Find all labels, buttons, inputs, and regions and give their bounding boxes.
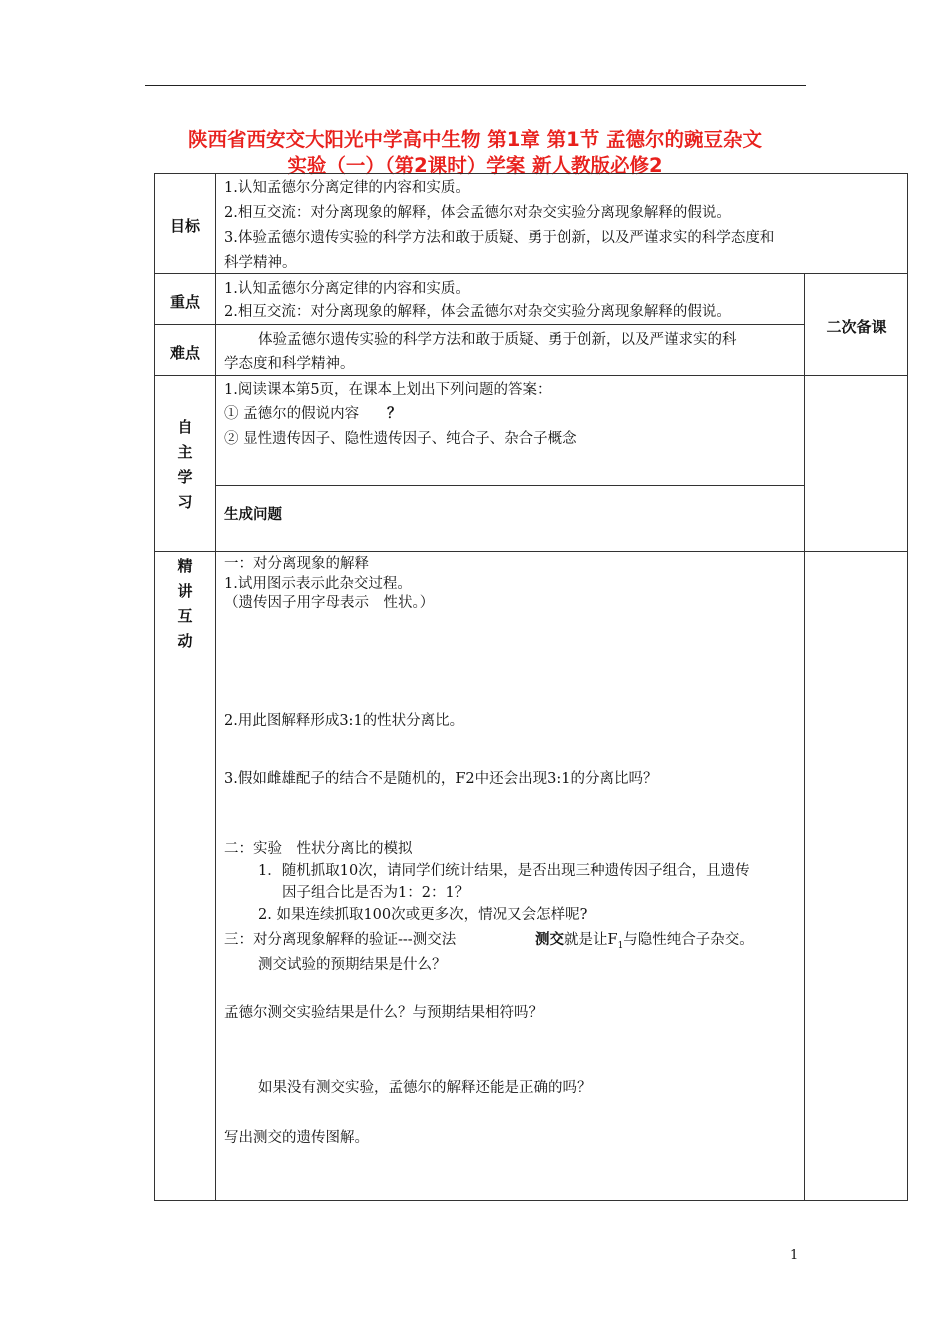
lecture-line: 如果没有测交实验，孟德尔的解释还能是正确的吗？ xyxy=(258,1080,592,1096)
lecture-line: 2.用此图解释形成3:1的性状分离比。 xyxy=(224,713,465,729)
self-study-line: ① 孟德尔的假说内容 xyxy=(224,406,360,422)
lecture-line: 测交试验的预期结果是什么？ xyxy=(258,957,447,973)
second-preparation-label: 二次备课 xyxy=(826,318,887,336)
goal-line: 1.认知孟德尔分离定律的内容和实质。 xyxy=(224,180,470,196)
generated-questions-label: 生成问题 xyxy=(224,507,282,523)
document-title-line-1: 陕西省西安交大阳光中学高中生物 第1章 第1节 孟德尔的豌豆杂文 xyxy=(187,128,762,151)
table-divider xyxy=(154,324,804,325)
goal-line: 科学精神。 xyxy=(224,255,297,271)
difficult-points-label: 难点 xyxy=(169,344,200,362)
lecture-line: （遗传因子用字母表示 性状。） xyxy=(224,595,435,611)
question-mark: ？ xyxy=(387,406,402,422)
table-divider xyxy=(215,485,804,486)
lecture-interaction-label: 精 讲 互 动 xyxy=(177,557,193,650)
lecture-line: 因子组合比是否为1：2：1？ xyxy=(282,885,470,901)
lecture-line: 1．随机抓取10次，请同学们统计结果，是否出现三种遗传因子组合，且遗传 xyxy=(258,863,750,879)
table-divider xyxy=(804,273,805,1201)
table-divider xyxy=(154,375,908,376)
key-points-label: 重点 xyxy=(169,293,200,311)
lecture-line: 3.假如雌雄配子的结合不是随机的，F2中还会出现3:1的分离比吗？ xyxy=(224,771,658,787)
study-plan-table xyxy=(154,173,908,1201)
difficult-point-line: 学态度和科学精神。 xyxy=(224,356,355,372)
header-rule xyxy=(145,85,806,86)
goal-line: 2.相互交流：对分离现象的解释，体会孟德尔对杂交实验分离现象解释的假说。 xyxy=(224,205,731,221)
goal-label: 目标 xyxy=(169,217,200,235)
document-title-line-2: 实验（一）（第2课时）学案 新人教版必修2 xyxy=(287,154,663,177)
lecture-line: 三：对分离现象解释的验证---测交法 xyxy=(224,932,457,948)
lecture-line: 孟德尔测交实验结果是什么？与预期结果相符吗？ xyxy=(224,1005,543,1021)
goal-line: 3.体验孟德尔遗传实验的科学方法和敢于质疑、勇于创新，以及严谨求实的科学态度和 xyxy=(224,230,775,246)
lecture-line: 二：实验 性状分离比的模拟 xyxy=(224,841,413,857)
lecture-line: 1.试用图示表示此杂交过程。 xyxy=(224,576,412,592)
self-study-line: 1.阅读课本第5页，在课本上划出下列问题的答案： xyxy=(224,382,552,398)
table-divider xyxy=(154,273,908,274)
lecture-line: 一：对分离现象的解释 xyxy=(224,556,369,572)
testcross-definition: 测交就是让$F_1$与隐性纯合子杂交。 xyxy=(535,932,754,951)
lecture-line: 2. 如果连续抓取100次或更多次，情况又会怎样呢? xyxy=(258,907,588,923)
lecture-line: 写出测交的遗传图解。 xyxy=(224,1130,369,1146)
table-divider xyxy=(154,551,908,552)
difficult-point-line: 体验孟德尔遗传实验的科学方法和敢于质疑、勇于创新，以及严谨求实的科 xyxy=(258,332,737,348)
page-number: 1 xyxy=(790,1248,799,1263)
table-divider xyxy=(215,173,216,1201)
testcross-term: 测交 xyxy=(535,932,564,948)
self-study-line: ② 显性遗传因子、隐性遗传因子、纯合子、杂合子概念 xyxy=(224,431,577,447)
self-study-label: 自 主 学 习 xyxy=(177,418,193,511)
key-point-line: 1.认知孟德尔分离定律的内容和实质。 xyxy=(224,281,470,297)
key-point-line: 2.相互交流：对分离现象的解释，体会孟德尔对杂交实验分离现象解释的假说。 xyxy=(224,304,731,320)
